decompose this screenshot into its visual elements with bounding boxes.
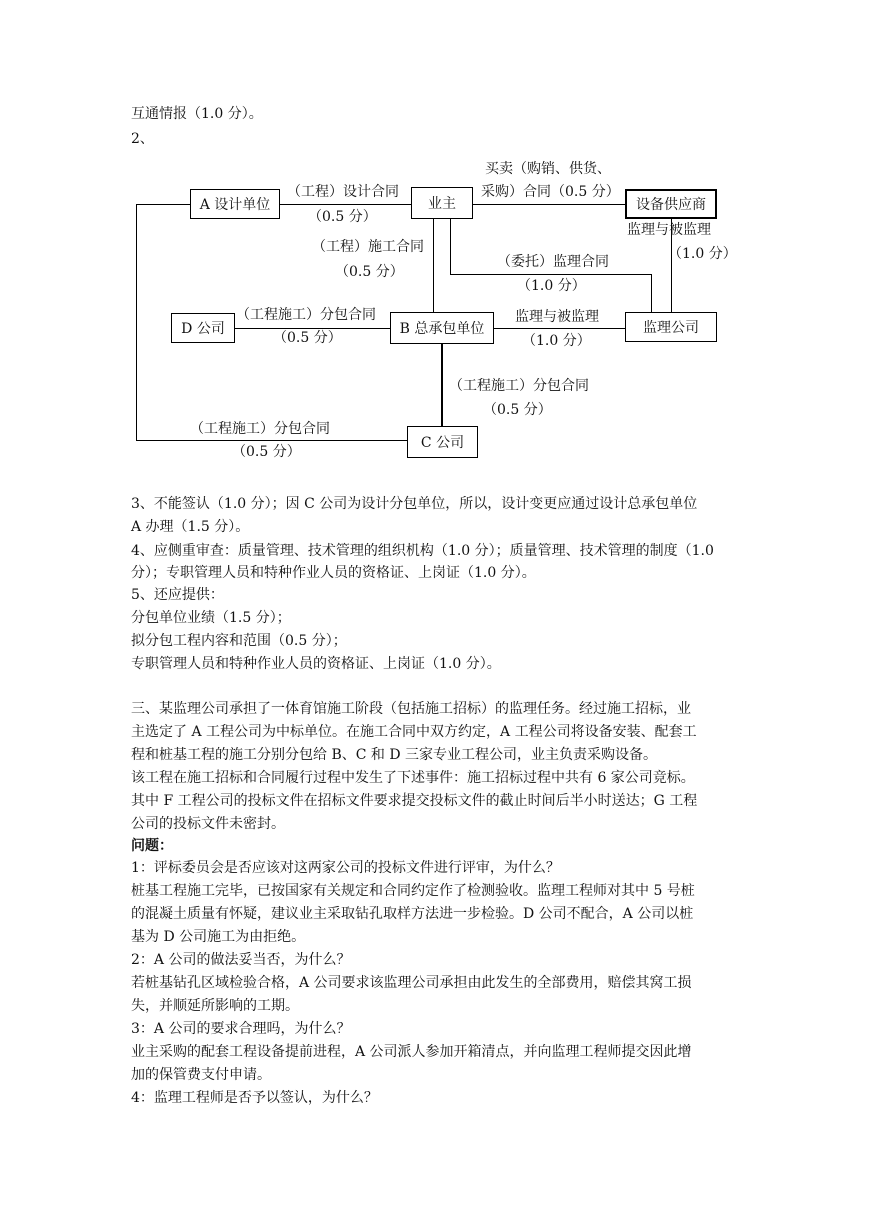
question-line: 3：A 公司的要求合理吗，为什么？ xyxy=(131,1021,351,1037)
answer-line: 3、不能签认（1.0 分）；因 C 公司为设计分包单位，所以，设计变更应通过设计总承包单位 xyxy=(131,496,698,512)
connector xyxy=(473,204,625,205)
question-line: 基为 D 公司施工为由拒绝。 xyxy=(131,929,306,945)
edge-score: （0.5 分） xyxy=(335,264,404,280)
connector xyxy=(450,219,451,274)
connector xyxy=(651,274,652,312)
section-line: 三、某监理公司承担了一体育馆施工阶段（包括施工招标）的监理任务。经过施工招标，业 xyxy=(131,701,691,717)
question-line: 2：A 公司的做法妥当否，为什么？ xyxy=(131,952,351,968)
answer-line: 分）；专职管理人员和特种作业人员的资格证、上岗证（1.0 分）。 xyxy=(131,565,536,581)
answer-line: 拟分包工程内容和范围（0.5 分）； xyxy=(131,633,347,649)
edge-score: （1.0 分） xyxy=(668,246,737,262)
answer-line: 4、应侧重审查：质量管理、技术管理的组织机构（1.0 分）；质量管理、技术管理的制度（1.0 xyxy=(131,543,714,559)
answer-line: 分包单位业绩（1.5 分）； xyxy=(131,610,291,626)
question-line: 业主采购的配套工程设备提前进程，A 公司派人参加开箱清点，并向监理工程师提交因此增 xyxy=(131,1044,692,1060)
node-b-contractor: B 总承包单位 xyxy=(390,312,494,344)
connector xyxy=(136,204,137,440)
edge-label: （工程施工）分包合同 xyxy=(449,378,589,394)
edge-label: （委托）监理合同 xyxy=(497,254,609,270)
questions-heading: 问题： xyxy=(131,838,173,854)
edge-label: （工程施工）分包合同 xyxy=(236,307,376,323)
question-line: 失，并顺延所影响的工期。 xyxy=(131,998,299,1014)
edge-label: （工程）施工合同 xyxy=(312,239,424,255)
section-line: 主选定了 A 工程公司为中标单位。在施工合同中双方约定，A 工程公司将设备安装、配套工 xyxy=(131,724,697,740)
connector xyxy=(441,344,443,426)
connector xyxy=(450,274,651,275)
question-line: 桩基工程施工完毕，已按国家有关规定和合同约定作了检测验收。监理工程师对其中 5 号桩 xyxy=(131,883,695,899)
question-line: 加的保管费支付申请。 xyxy=(131,1067,271,1083)
edge-label: （工程）设计合同 xyxy=(287,184,399,200)
node-supervisor: 监理公司 xyxy=(625,312,717,342)
section-line: 该工程在施工招标和合同履行过程中发生了下述事件：施工招标过程中共有 6 家公司竞标。 xyxy=(131,770,695,786)
answer-line: 5、还应提供： xyxy=(131,587,224,603)
edge-score: （0.5 分） xyxy=(232,444,301,460)
edge-score: （0.5 分） xyxy=(308,209,377,225)
question-line: 1：评标委员会是否应该对这两家公司的投标文件进行评审，为什么？ xyxy=(131,860,560,876)
intro-line: 互通情报（1.0 分）。 xyxy=(131,106,263,122)
edge-score: （1.0 分） xyxy=(517,278,586,294)
connector xyxy=(280,204,411,205)
contract-relationship-diagram xyxy=(0,0,869,480)
section-line: 程和桩基工程的施工分别分包给 B、C 和 D 三家专业工程公司，业主负责采购设备。 xyxy=(131,747,658,763)
node-a-design: A 设计单位 xyxy=(190,189,280,219)
answer-line: 专职管理人员和特种作业人员的资格证、上岗证（1.0 分）。 xyxy=(131,656,501,672)
node-equipment-supplier: 设备供应商 xyxy=(625,189,717,219)
edge-score: （0.5 分） xyxy=(273,330,342,346)
connector xyxy=(433,219,434,315)
edge-score: （1.0 分） xyxy=(522,333,591,349)
edge-label: 监理与被监理 xyxy=(515,309,599,325)
edge-label: 采购）合同（0.5 分） xyxy=(481,184,620,200)
node-d-company: D 公司 xyxy=(171,313,235,343)
connector xyxy=(136,440,407,441)
edge-label: 监理与被监理 xyxy=(627,222,711,238)
section-line: 公司的投标文件未密封。 xyxy=(131,816,285,832)
connector xyxy=(494,328,625,329)
edge-score: （0.5 分） xyxy=(483,402,552,418)
edge-label: （工程施工）分包合同 xyxy=(190,421,330,437)
question-line: 4：监理工程师是否予以签认，为什么？ xyxy=(131,1090,378,1106)
question-line: 的混凝土质量有怀疑，建议业主采取钻孔取样方法进一步检验。D 公司不配合，A 公司以桩 xyxy=(131,906,694,922)
section-line: 其中 F 工程公司的投标文件在招标文件要求提交投标文件的截止时间后半小时送达；G 工程 xyxy=(131,793,698,809)
node-c-company: C 公司 xyxy=(407,426,478,458)
question-line: 若桩基钻孔区域检验合格，A 公司要求该监理公司承担由此发生的全部费用，赔偿其窝工损 xyxy=(131,975,692,991)
connector xyxy=(136,204,190,205)
edge-label: 买卖（购销、供货、 xyxy=(485,161,611,177)
answer-line: A 办理（1.5 分）。 xyxy=(131,519,250,535)
node-owner: 业主 xyxy=(411,187,473,219)
item-number: 2、 xyxy=(131,131,154,147)
